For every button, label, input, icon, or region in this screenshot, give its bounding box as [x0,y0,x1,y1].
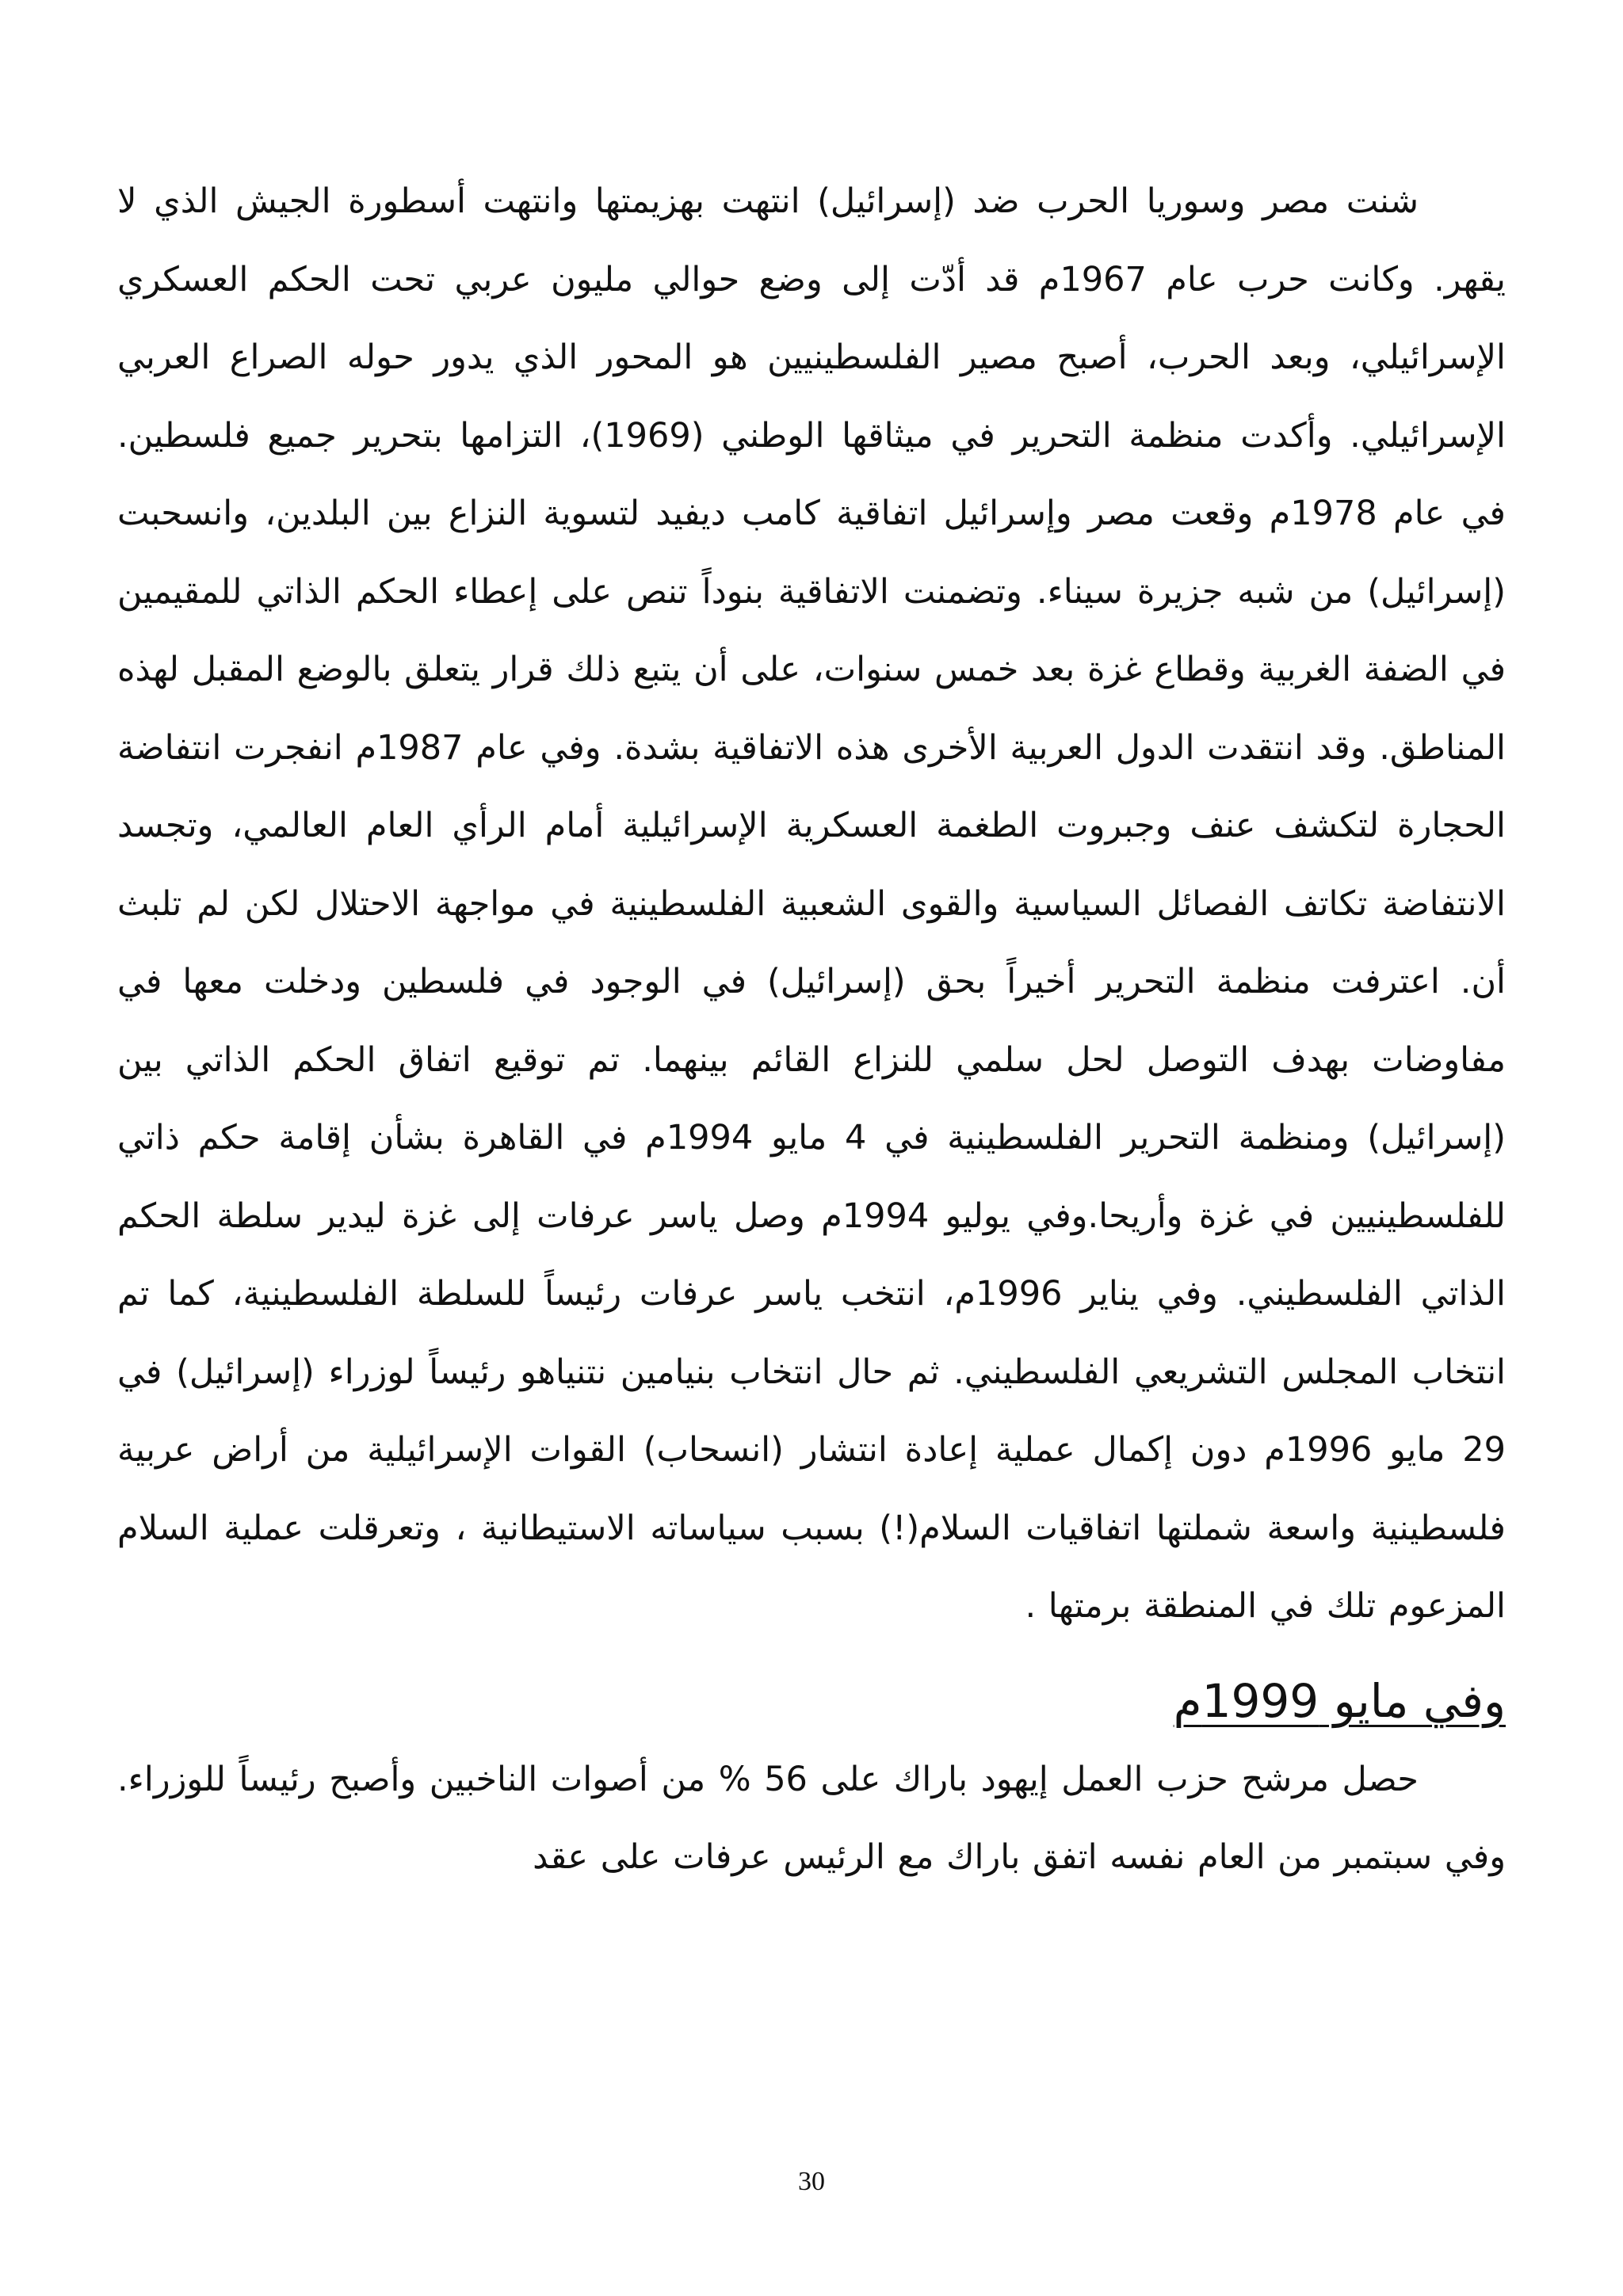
page-number: 30 [798,2167,825,2196]
paragraph-continuation: حصل مرشح حزب العمل إيهود باراك على 56 % من أصوات الناخبين وأصبح رئيساً للوزراء. وفي سبتمبر من العام نفسه اتفق باراك مع الرئيس عرفات على عقد [117,1759,1506,1877]
paragraph-main: شنت مصر وسوريا الحرب ضد (إسرائيل) انتهت بهزيمتها وانتهت أسطورة الجيش الذي لا يقهر. وكانت حرب عام 1967م قد أدّت إلى وضع حوالي مليون عربي تحت الحكم العسكري الإسرائيلي، وبعد الحرب، أصبح مصير الفلسطينيين هو المحور الذي يدور حوله الصراع العربي الإسرائيلي. وأكدت منظمة التحرير في ميثاقها الوطني (1969)، التزامها بتحرير جميع فلسطين. في عام 1978م وقعت مصر وإسرائيل اتفاقية كامب ديفيد لتسوية النزاع بين البلدين، وانسحبت (إسرائيل) من شبه جزيرة سيناء. وتضمنت الاتفاقية بنوداً تنص على إعطاء الحكم الذاتي للمقيمين في الضفة الغربية وقطاع غزة بعد خمس سنوات، على أن يتبع ذلك قرار يتعلق بالوضع المقبل لهذه المناطق. وقد انتقدت الدول العربية الأخرى هذه الاتفاقية بشدة. وفي عام 1987م انفجرت انتفاضة الحجارة لتكشف عنف وجبروت الطغمة العسكرية الإسرائيلية أمام الرأي العام العالمي، وتجسد الانتفاضة تكاتف الفصائل السياسية والقوى الشعبية الفلسطينية في مواجهة الاحتلال لكن لم تلبث أن. اعترفت منظمة التحرير أخيراً بحق (إسرائيل) في الوجود في فلسطين ودخلت معها في مفاوضات بهدف التوصل لحل سلمي للنزاع القائم بينهما. تم توقيع اتفاق الحكم الذاتي بين (إسرائيل) ومنظمة التحرير الفلسطينية في 4 مايو 1994م في القاهرة بشأن إقامة حكم ذاتي للفلسطينيين في غزة وأريحا.وفي يوليو 1994م وصل ياسر عرفات إلى غزة ليدير سلطة الحكم الذاتي الفلسطيني. وفي يناير 1996م، انتخب ياسر عرفات رئيساً للسلطة الفلسطينية، كما تم انتخاب المجلس التشريعي الفلسطيني. ثم حال انتخاب بنيامين نتنياهو رئيساً لوزراء (إسرائيل) في 29 مايو 1996م دون إكمال عملية إعادة انتشار (انسحاب) القوات الإسرائيلية من أراض عربية فلسطينية واسعة شملتها اتفاقيات السلام(!) بسبب سياساته الاستيطانية ، وتعرقلت عملية السلام المزعوم تلك في المنطقة برمتها . [117,181,1507,1626]
section-heading: وفي مايو 1999م [1173,1673,1506,1728]
